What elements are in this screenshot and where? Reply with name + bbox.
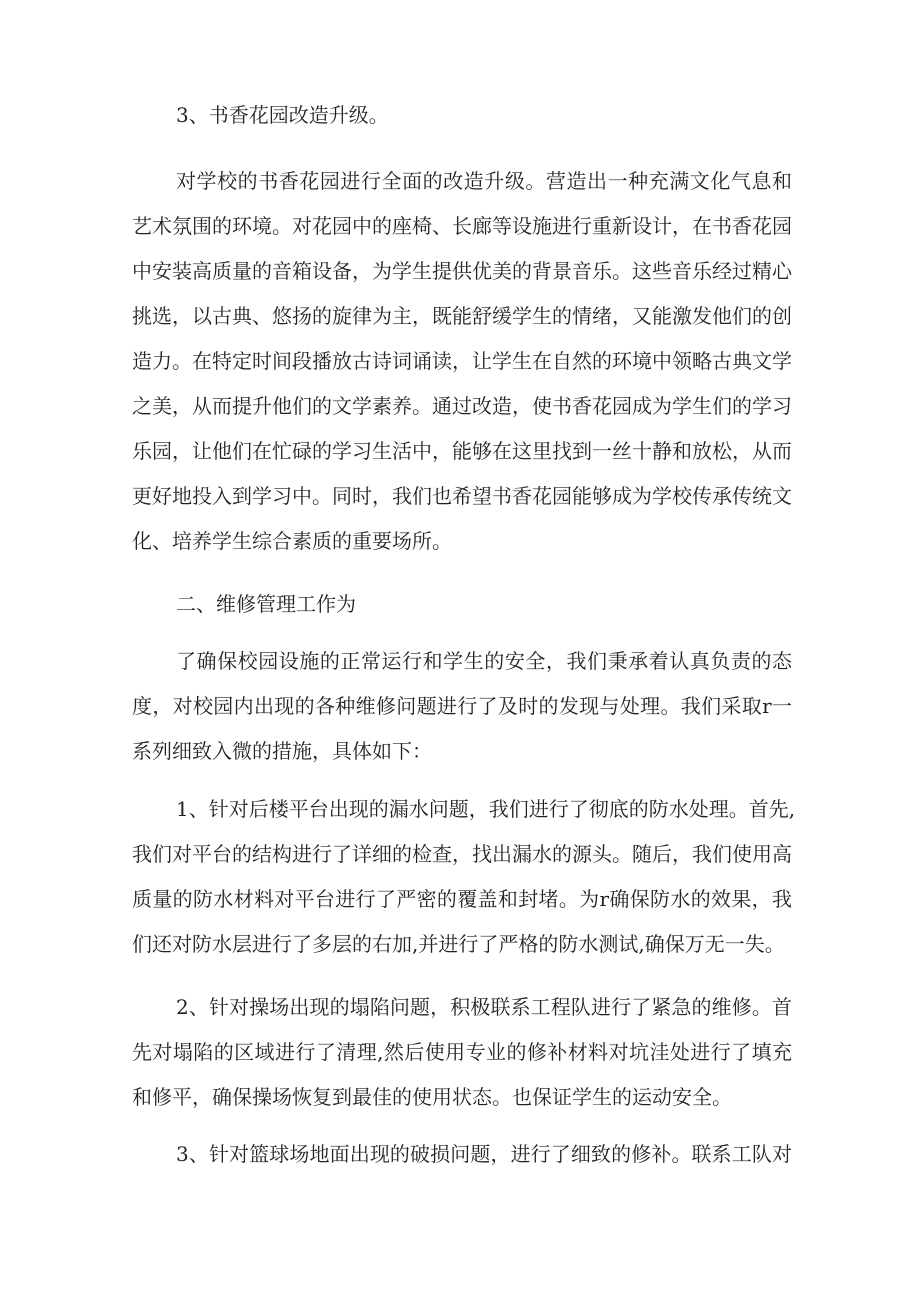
paragraph-line: 和修平，确保操场恢复到最佳的使用状态。也保证学生的运动安全。 [132, 1085, 732, 1109]
paragraph-line: 们还对防水层进行了多层的右加,并进行了严格的防水测试,确保万无一失。 [132, 932, 785, 956]
paragraph-line: 乐园，让他们在忙碌的学习生活中，能够在这里找到一丝十静和放松，从而 [132, 439, 792, 463]
paragraph-line: 3、针对篮球场地面出现的破损问题，进行了细致的修补。联系工队对 [176, 1142, 792, 1166]
paragraph-line: 之美，从而提升他们的文学素养。通过改造，使书香花园成为学生们的学习 [132, 394, 792, 418]
paragraph-line: 中安装高质量的音箱设备，为学生提供优美的背景音乐。这些音乐经过精心 [132, 259, 792, 283]
paragraph-line: 质量的防水材料对平台进行了严密的覆盖和封堵。为r确保防水的效果，我 [132, 887, 792, 911]
paragraph-line: 我们对平台的结构进行了详细的检查，找出漏水的源头。随后，我们使用高 [132, 842, 792, 866]
paragraph-line: 系列细致入微的措施，具体如下： [132, 739, 432, 763]
heading-garden-upgrade: 3、书香花园改造升级。 [176, 103, 389, 127]
paragraph-line: 1、针对后楼平台出现的漏水问题，我们进行了彻底的防水处理。首先, [176, 797, 796, 821]
paragraph-line: 挑选，以古典、悠扬的旋律为主，既能舒缓学生的情绪，又能激发他们的创 [132, 304, 792, 328]
paragraph-line: 对学校的书香花园进行全面的改造升级。营造出一种充满文化气息和 [176, 169, 792, 193]
paragraph-line: 更好地投入到学习中。同时，我们也希望书香花园能够成为学校传承传统文 [132, 484, 792, 508]
paragraph-line: 造力。在特定时间段播放古诗词诵读，让学生在自然的环境中领略古典文学 [132, 349, 792, 373]
paragraph-line: 化、培养学生综合素质的重要场所。 [132, 529, 452, 553]
paragraph-line: 艺术氛围的环境。对花园中的座椅、长廊等设施进行重新设计，在书香花园 [132, 214, 792, 238]
paragraph-line: 2、针对操场出现的塌陷问题，积极联系工程队进行了紧急的维修。首 [176, 995, 792, 1019]
section-heading-maintenance: 二、维修管理工作为 [176, 592, 356, 616]
paragraph-line: 了确保校园设施的正常运行和学生的安全，我们秉承着认真负责的态 [176, 649, 792, 673]
paragraph-line: 先对塌陷的区域进行了清理,然后使用专业的修补材料对坑洼处进行了填充 [132, 1040, 792, 1064]
paragraph-line: 度，对校园内出现的各种维修问题进行了及时的发现与处理。我们采取r一 [132, 694, 792, 718]
